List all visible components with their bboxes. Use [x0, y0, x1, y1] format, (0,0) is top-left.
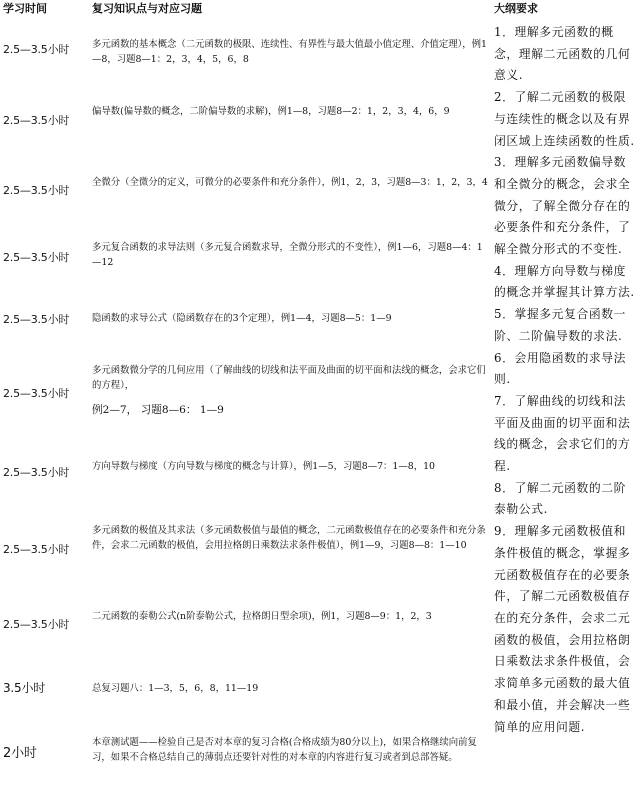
- requirement-item: 6．会用隐函数的求导法则.: [494, 350, 627, 387]
- row-time: 2.5—3.5小时: [3, 114, 70, 127]
- row-topic: 偏导数(偏导数的概念，二阶偏导数的求解)，例1—8，习题8—2：1，2，3，4，6，9: [92, 106, 450, 117]
- requirement-item: 3．理解多元函数偏导数和全微分的概念，会求全微分，了解全微分存在的必要条件和充分条件，了解全微分形式的不变性.: [494, 155, 631, 257]
- row-time: 2.5—3.5小时: [3, 618, 70, 631]
- row-time: 2小时: [3, 746, 37, 761]
- row-topic: 多元函数的极值及其求法（多元函数极值与最值的概念，二元函数极值存在的必要条件和充分条件，会求二元函数的极值，会用拉格朗日乘数法求条件极值），例1—9，习题8—8：1—10: [92, 525, 486, 551]
- row-topic: 总复习题八：1—3，5，6，8，11—19: [92, 683, 259, 694]
- row-topic: 隐函数的求导公式（隐函数存在的3个定理），例1—4，习题8—5：1—9: [92, 313, 392, 324]
- syllabus-requirements: [494, 22, 638, 738]
- requirement-item: 9．理解多元函数极值和条件极值的概念，掌握多元函数极值存在的必要条件，了解二元函数极值存在的充分条件，会求二元函数的极值，会用拉格朗日乘数法求条件极值，会求简单多元函数的最大值和最小值，并会解决一些简单的应用问题.: [494, 524, 631, 734]
- requirement-item: 2．了解二元函数的极限与连续性的概念以及有界闭区域上连续函数的性质.: [494, 90, 635, 148]
- row-topic-examples: 例2—7， 习题8—6： 1—9: [92, 404, 224, 416]
- row-time: 3.5小时: [3, 681, 46, 695]
- row-time: 2.5—3.5小时: [3, 43, 70, 56]
- row-time: 2.5—3.5小时: [3, 466, 70, 479]
- row-topic: 本章测试题——检验自己是否对本章的复习合格(合格成绩为80分以上)，如果合格继续向前复习，如果不合格总结自己的薄弱点还要针对性的对本章的内容进行复习或者到总部答疑。: [92, 737, 477, 763]
- requirement-item: 8．了解二元函数的二阶泰勒公式.: [494, 480, 627, 517]
- row-time: 2.5—3.5小时: [3, 313, 70, 326]
- header-study-time: 学习时间: [3, 2, 47, 15]
- header-review-topics: 复习知识点与对应习题: [92, 2, 202, 15]
- row-time: 2.5—3.5小时: [3, 251, 70, 264]
- row-time: 2.5—3.5小时: [3, 543, 70, 556]
- row-topic: 方向导数与梯度（方向导数与梯度的概念与计算），例1—5，习题8—7：1—8，10: [92, 461, 436, 472]
- requirement-item: 5．掌握多元复合函数一阶、二阶偏导数的求法.: [494, 307, 627, 343]
- row-topic: 多元函数微分学的几何应用（了解曲线的切线和法平面及曲面的切平面和法线的概念，会求它们的方程），: [92, 365, 486, 391]
- row-time: 2.5—3.5小时: [3, 184, 70, 197]
- header-syllabus: 大纲要求: [494, 2, 538, 15]
- requirement-item: 4．理解方向导数与梯度的概念并掌握其计算方法.: [494, 263, 635, 300]
- requirement-item: 1．理解多元函数的概念，理解二元函数的几何意义.: [494, 25, 631, 83]
- requirement-item: 7．了解曲线的切线和法平面及曲面的切平面和法线的概念，会求它们的方程.: [494, 393, 631, 474]
- row-topic: 多元函数的基本概念（二元函数的极限、连续性、有界性与最大值最小值定理、介值定理），例1—8，习题8—1：2，3，4，5，6，8: [92, 39, 488, 65]
- row-time: 2.5—3.5小时: [3, 387, 70, 400]
- row-topic: 二元函数的泰勒公式(n阶泰勒公式，拉格朗日型余项)，例1，习题8—9：1，2，3: [92, 611, 432, 622]
- row-topic: 多元复合函数的求导法则（多元复合函数求导，全微分形式的不变性），例1—6，习题8—4：1—12: [92, 242, 483, 268]
- row-topic: 全微分（全微分的定义，可微分的必要条件和充分条件），例1，2，3，习题8—3：1，2，3，4: [92, 177, 488, 188]
